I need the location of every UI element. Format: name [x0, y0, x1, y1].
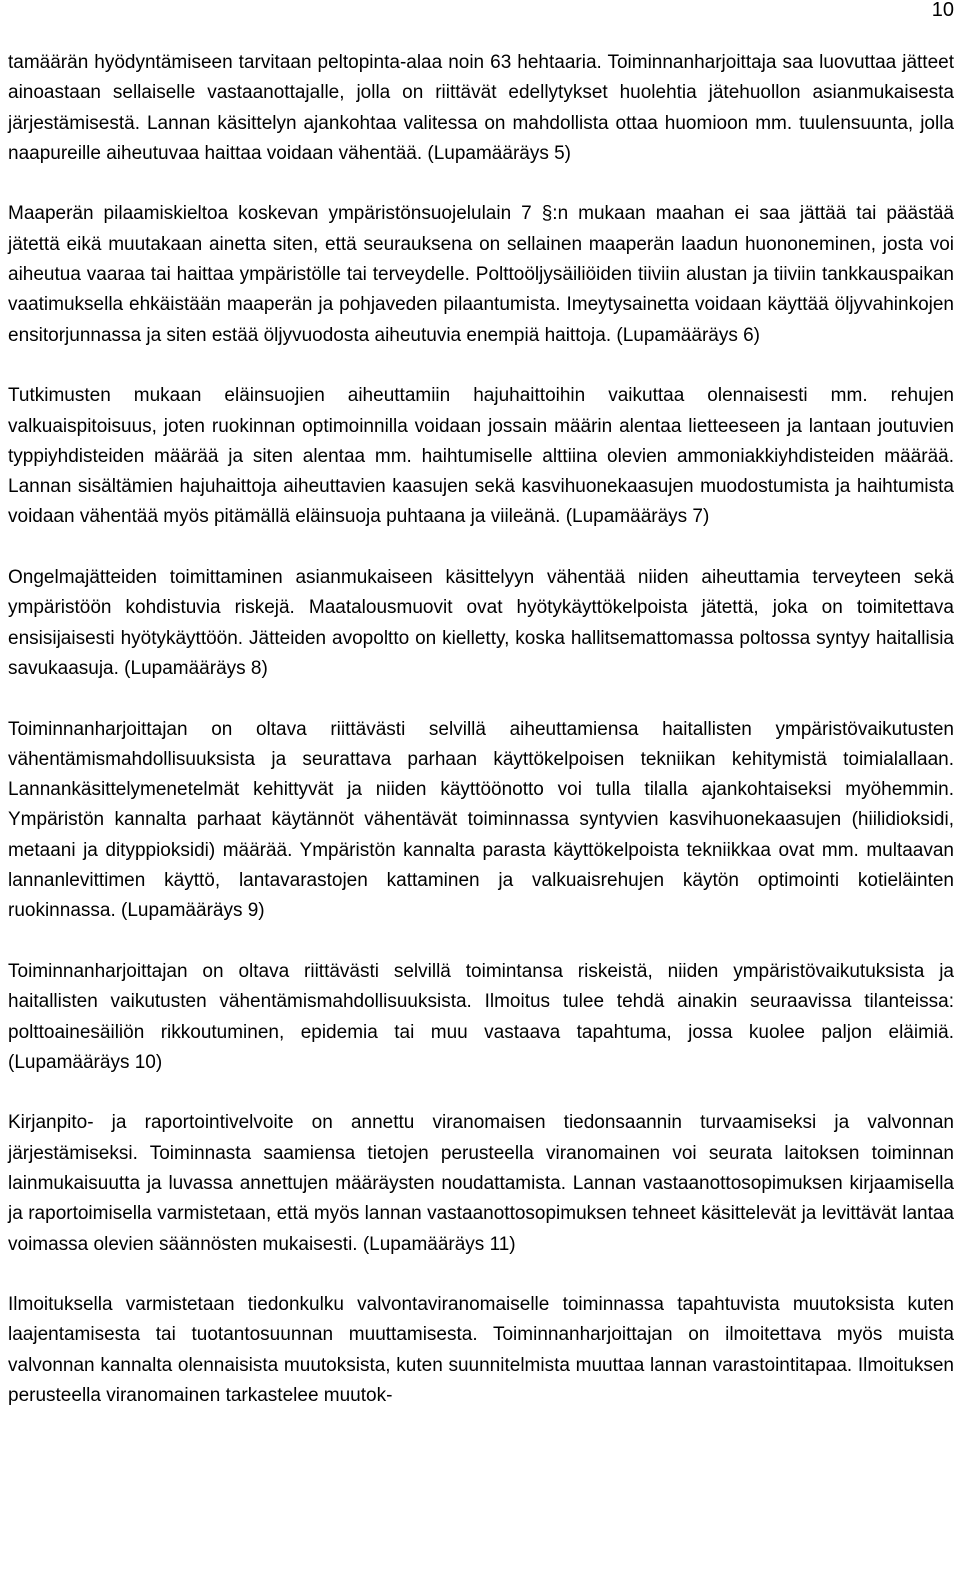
document-body — [8, 48, 954, 1442]
paragraph-best-practices: Toiminnanharjoittajan on oltava riittävästi selvillä aiheuttamiensa haitallisten ympäristövaikutusten vähentämismahdollisuuksista ja seurattava parhaan käyttökelpoisen tekniikan kehitymistä toimialallaan. Lannankäsittelymenetelmät kehittyvät ja niiden käyttöönotto voi tulla tilalla ajankohtaiseksi myöhemmin. Ympäristön kannalta parhaat käytännöt vähentävät toiminnassa syntyvien kasvihuonekaasujen (hiilidioksidi, metaani ja dityppioksidi) määrää. Ympäristön kannalta parasta käyttökelpoista tekniikkaa ovat mm. multaavan lannanlevittimen käyttö, lantavarastojen kattaminen ja valkuaisrehujen käytön optimointi kotieläinten ruokinnassa. (Lupamääräys 9) — [8, 718, 954, 922]
paragraph-soil-protection: Maaperän pilaamiskieltoa koskevan ympäristönsuojelulain 7 §:n mukaan maahan ei saa jättää tai päästää jätettä eikä muutakaan ainetta siten, että seurauksena on sellainen maaperän laadun huononeminen, josta voi aiheutua vaaraa tai haittaa ympäristölle tai terveydelle. Polttoöljysäiliöiden tiiviin alustan ja tiiviin tankkauspaikan vaatimuksella ehkäistään maaperän ja pohjaveden pilaantumista. Imeytysainetta voidaan käyttää öljyvahinkojen ensitorjunnassa ja siten estää öljyvuodosta aiheutuvia enempiä haittoja. (Lupamääräys 6) — [8, 203, 954, 346]
page-number: 10 — [931, 0, 954, 21]
paragraph-risk-notification: Toiminnanharjoittajan on oltava riittävästi selvillä toimintansa riskeistä, niiden ympäristövaikutuksista ja haitallisten vaikutusten vähentämismahdollisuuksista. Ilmoitus tulee tehdä ainakin seuraavissa tilanteissa: polttoainesäiliön rikkoutuminen, epidemia tai muu vastaava tapahtuma, jossa kuolee paljon eläimiä. (Lupamääräys 10) — [8, 960, 954, 1073]
paragraph-odour-nuisance: Tutkimusten mukaan eläinsuojien aiheuttamiin hajuhaittoihin vaikuttaa olennaisesti mm. rehujen valkuaispitoisuus, joten ruokinnan optimoinnilla voidaan jossain määrin alentaa lietteeseen ja lantaan joutuvien typpiyhdisteiden määrää ja siten alentaa mm. haihtumiselle alttiina olevien ammoniakkiyhdisteiden määrää. Lannan sisältämien hajuhaittoja aiheuttavien kaasujen sekä kasvihuonekaasujen muodostumista ja haihtumista voidaan vähentää myös pitämällä eläinsuoja puhtaana ja viileänä. (Lupamääräys 7) — [8, 385, 954, 528]
paragraph-change-notification: Ilmoituksella varmistetaan tiedonkulku valvontaviranomaiselle toiminnassa tapahtuvista muutoksista kuten laajentamisesta tai tuotantosuunnan muuttamisesta. Toiminnanharjoittajan on ilmoitettava myös muista valvonnan kannalta olennaisista muutoksista, kuten suunnitelmista muuttaa lannan varastointitapaa. Ilmoituksen perusteella viranomainen tarkastelee muutok- — [8, 1294, 954, 1407]
paragraph-record-keeping: Kirjanpito- ja raportointivelvoite on annettu viranomaisen tiedonsaannin turvaamiseksi ja valvonnan järjestämiseksi. Toiminnasta saamiensa tietojen perusteella viranomainen voi seurata laitoksen toiminnan lainmukaisuutta ja luvassa annettujen määräysten noudattamista. Lannan vastaanottosopimuksen kirjaamisella ja raportoimisella varmistetaan, että myös lannan vastaanottosopimuksen tehneet käsittelevät ja levittävät lantaa voimassa olevien säännösten mukaisesti. (Lupamääräys 11) — [8, 1112, 954, 1255]
paragraph-hazardous-waste: Ongelmajätteiden toimittaminen asianmukaiseen käsittelyyn vähentää niiden aiheuttamia terveyteen sekä ympäristöön kohdistuvia riskejä. Maatalousmuovit ovat hyötykäyttökelpoista jätettä, joka on toimitettava ensisijaisesti hyötykäyttöön. Jätteiden avopoltto on kielletty, koska hallitsemattomassa poltossa syntyy haitallisia savukaasuja. (Lupamääräys 8) — [8, 567, 954, 679]
paragraph-manure-handling: tamäärän hyödyntämiseen tarvitaan peltopinta-alaa noin 63 hehtaaria. Toiminnanharjoittaja saa luovuttaa jätteet ainoastaan sellaiselle vastaanottajalle, jolla on riittävät edellytykset huolehtia jätehuollon asianmukaisesta järjestämisestä. Lannan käsittelyn ajankohtaa valitessa on mahdollista ottaa huomioon mm. tuulensuunta, jolla naapureille aiheutuvaa haittaa voidaan vähentää. (Lupamääräys 5) — [8, 52, 954, 164]
